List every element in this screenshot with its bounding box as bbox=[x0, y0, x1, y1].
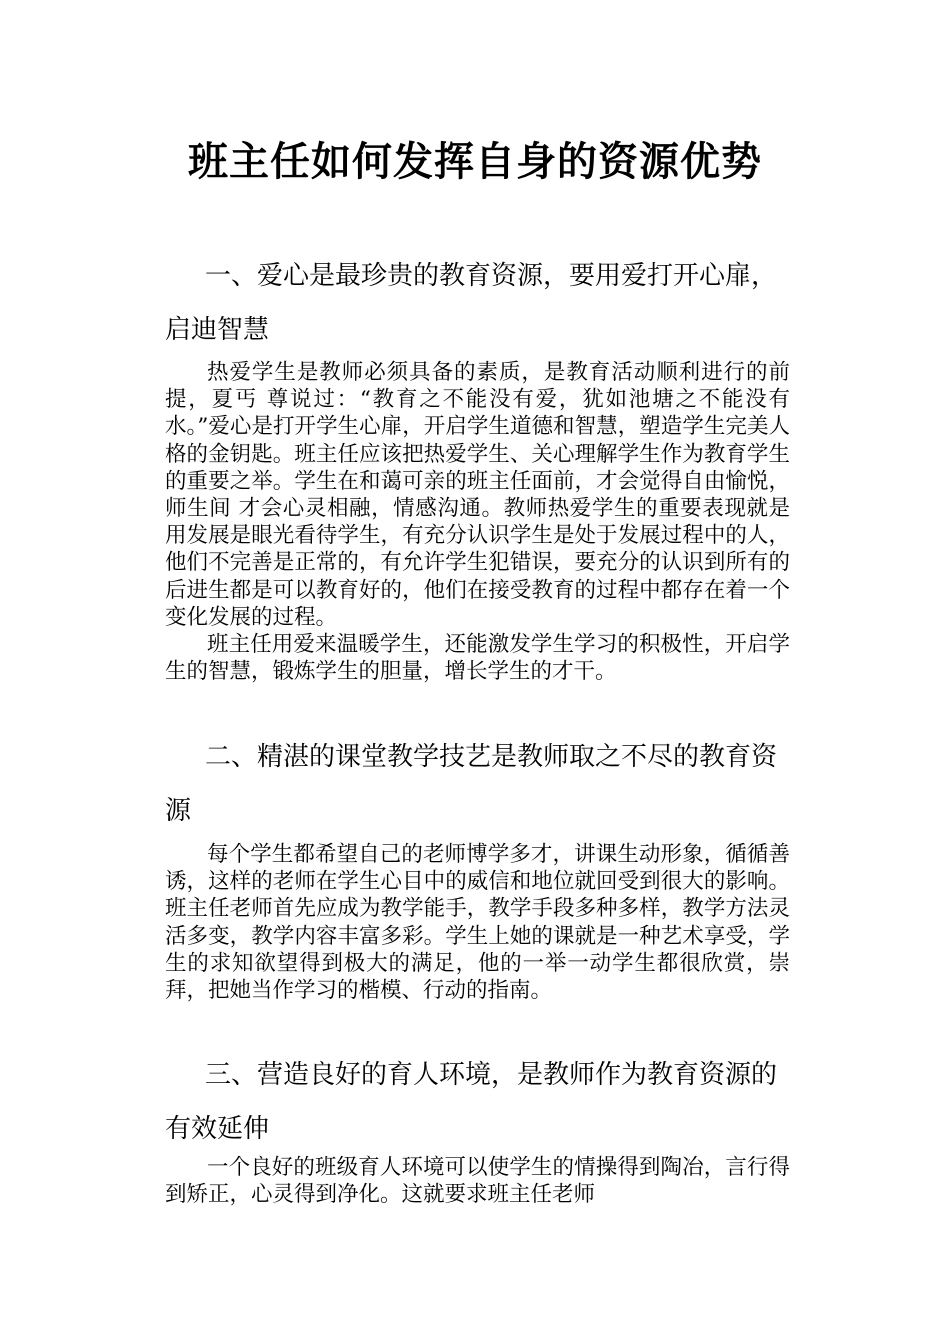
section-heading: 一、爱心是最珍贵的教育资源，要用爱打开心扉，启迪智慧 bbox=[165, 261, 778, 345]
section-2 bbox=[165, 730, 790, 838]
section-heading: 三、营造良好的育人环境，是教师作为教育资源的有效延伸 bbox=[165, 1060, 778, 1144]
section-3-body bbox=[165, 1154, 790, 1208]
body-paragraph: 一个良好的班级育人环境可以使学生的情操得到陶冶，言行得到矫正，心灵得到净化。这就要求班主任老师 bbox=[165, 1155, 790, 1208]
body-paragraph: 热爱学生是教师必须具备的素质，是教育活动顺利进行的前提，夏丐 尊说过：“教育之不能没有爱，犹如池塘之不能没有水。”爱心是打开学生心扉，开启学生道德和智慧，塑造学生完美人格的金钥匙。班主任应该把热爱学生、关心理解学生作为教育学生的重要之举。学生在和蔼可亲的班主任面前，才会觉得自由愉悦，师生间 才会心灵相融，情感沟通。教师热爱学生的重要表现就是用发展是眼光看待学生，有充分认识学生是处于发展过程中的人，他们不完善是正常的，有允许学生犯错误，要充分的认识到所有的后进生都是可以教育好的，他们在接受教育的过程中都存在着一个变化发展的过程。 bbox=[165, 360, 790, 630]
section-3 bbox=[165, 1048, 790, 1156]
section-1 bbox=[165, 249, 790, 357]
section-heading: 二、精湛的课堂教学技艺是教师取之不尽的教育资源 bbox=[165, 742, 778, 826]
section-2-body bbox=[165, 841, 790, 1004]
body-paragraph: 班主任用爱来温暖学生，还能激发学生学习的积极性，开启学生的智慧，锻炼学生的胆量，增长学生的才干。 bbox=[165, 632, 790, 685]
document-title: 班主任如何发挥自身的资源优势 bbox=[188, 138, 762, 185]
section-1-body bbox=[165, 359, 790, 685]
body-paragraph: 每个学生都希望自己的老师博学多才，讲课生动形象，循循善诱，这样的老师在学生心目中的威信和地位就回受到很大的影响。班主任老师首先应成为教学能手，教学手段多种多样，教学方法灵活多变，教学内容丰富多彩。学生上她的课就是一种艺术享受，学生的求知欲望得到极大的满足，他的一举一动学生都很欣赏，崇拜，把她当作学习的楷模、行动的指南。 bbox=[165, 842, 790, 1004]
